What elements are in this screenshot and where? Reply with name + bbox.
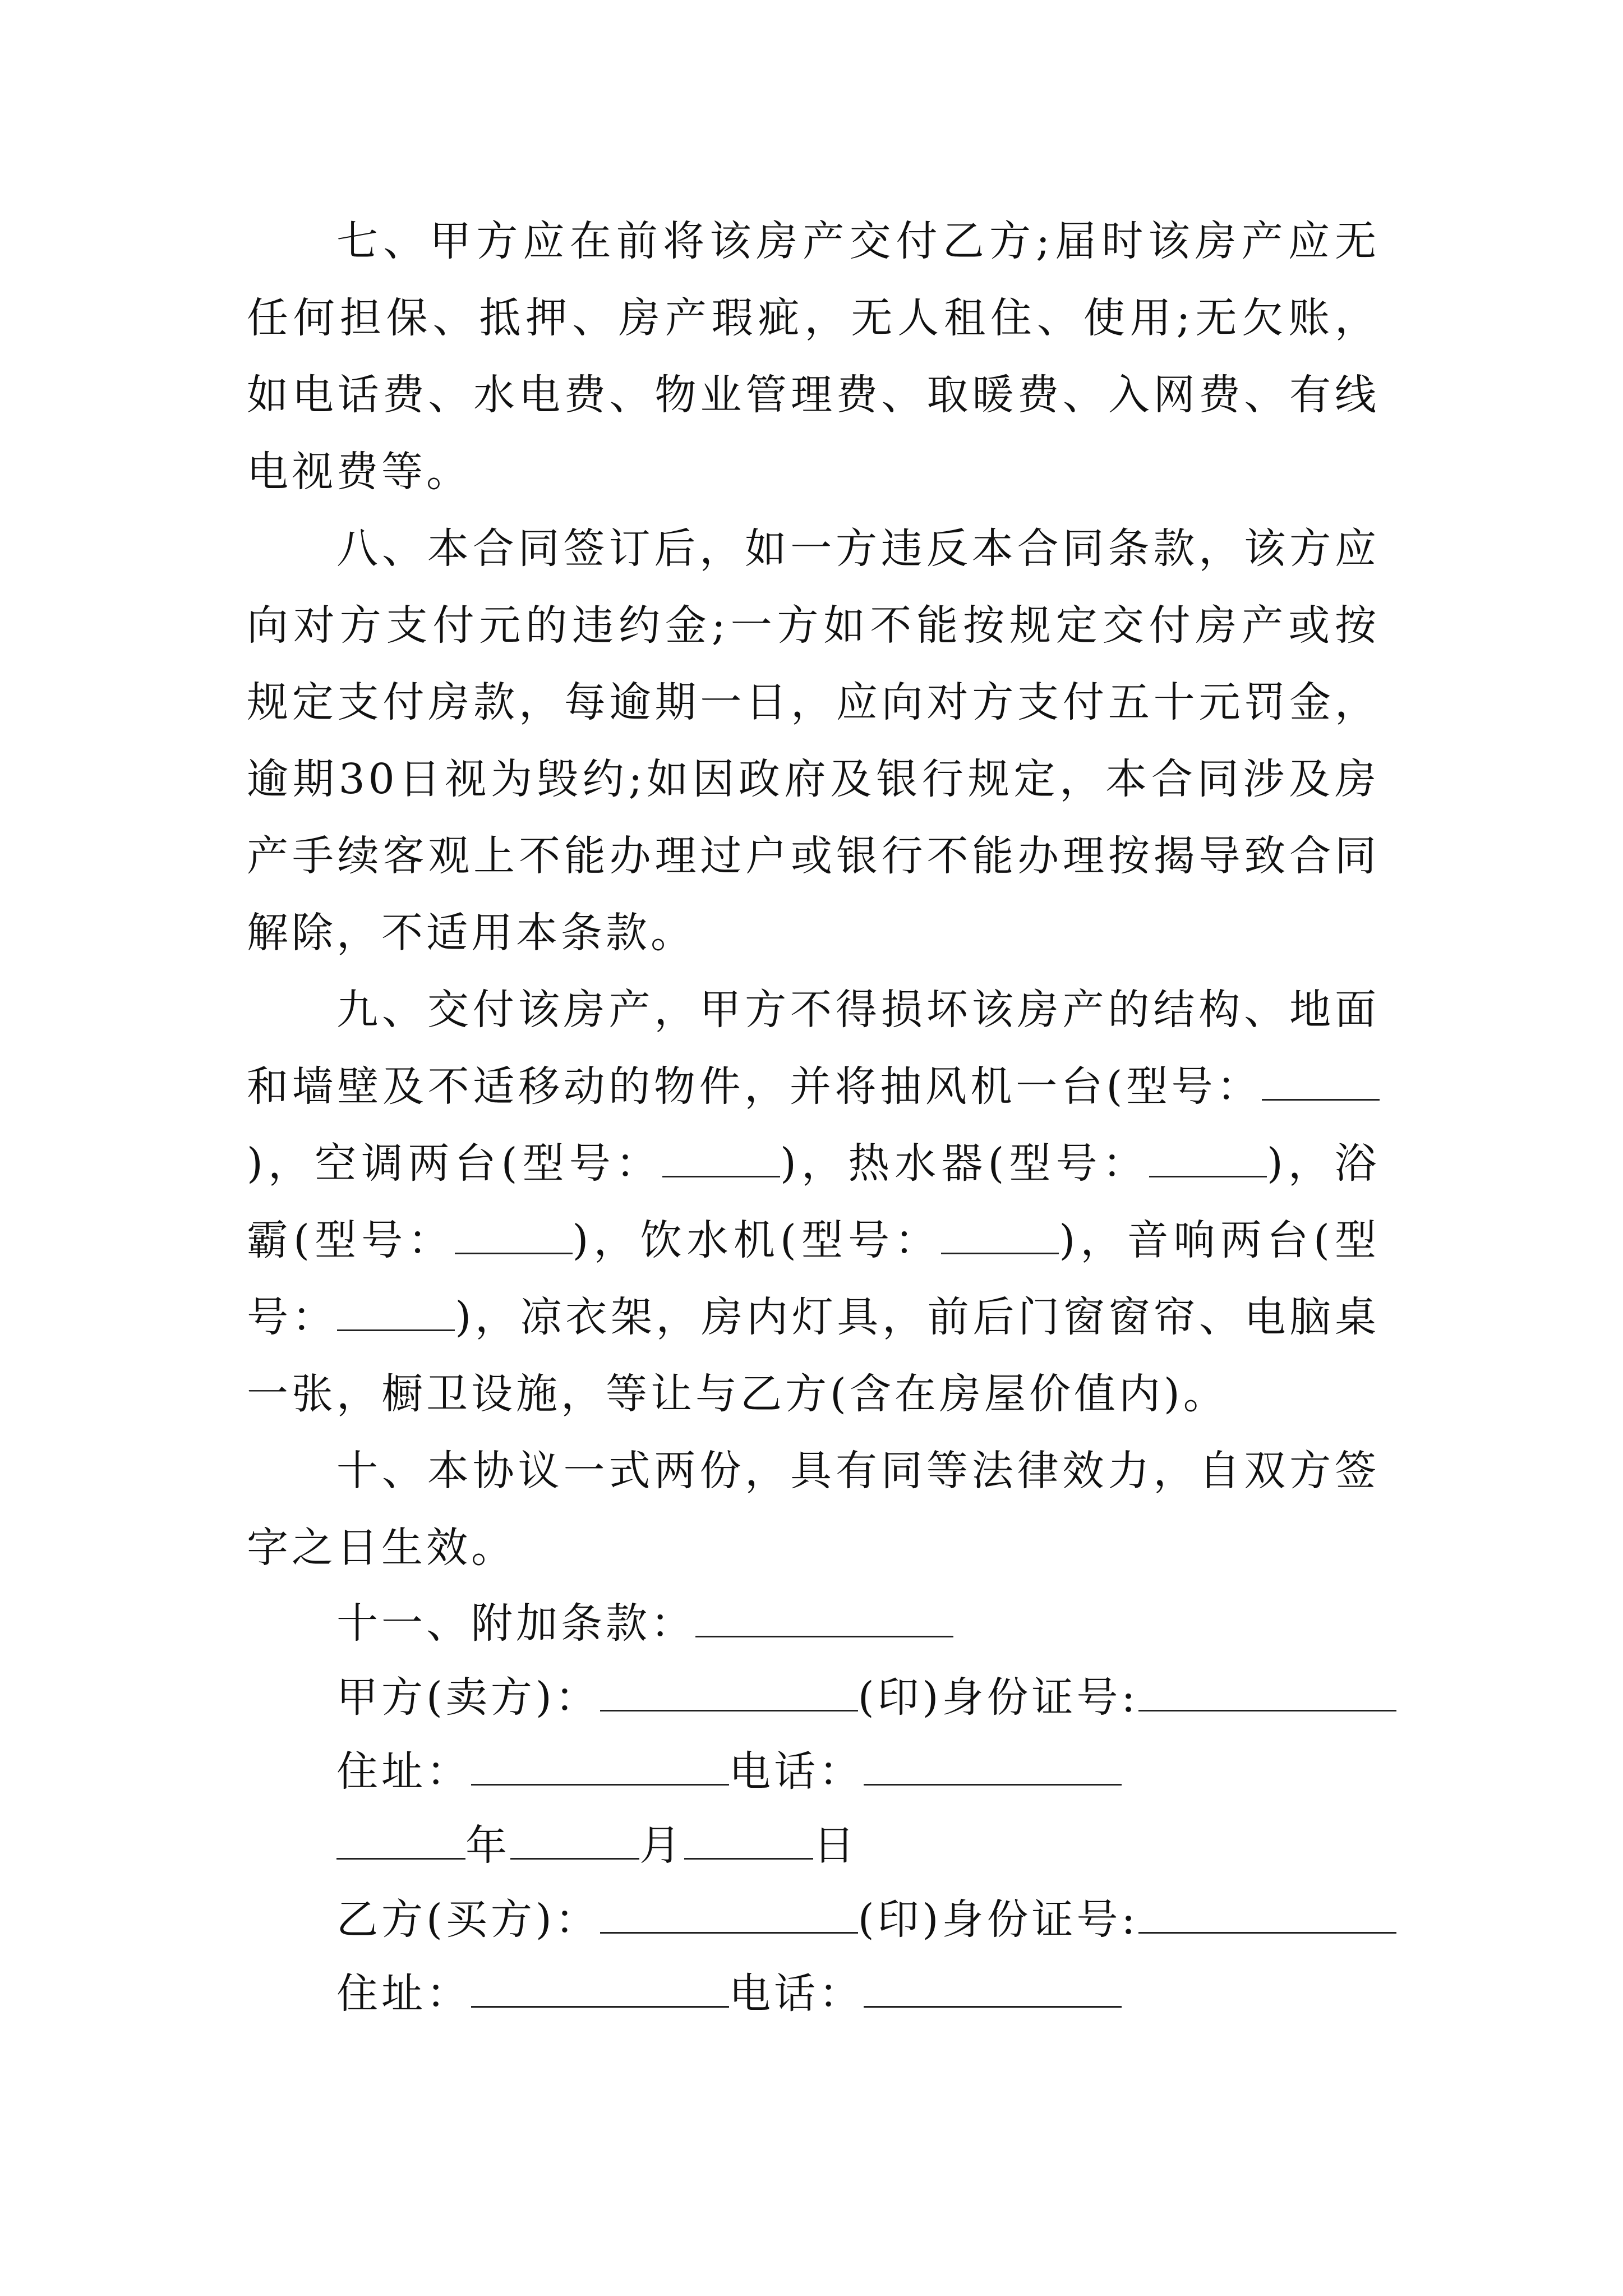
clause-nine <box>247 972 1380 1433</box>
clause-seven: 七、甲方应在前将该房产交付乙方;届时该房产应无任何担保、抵押、房产瑕疵，无人租住、使用;无欠账，如电话费、水电费、物业管理费、取暖费、入网费、有线电视费等。 <box>247 217 1380 496</box>
party-b-line <box>247 1883 1380 1957</box>
clause-eight: 八、本合同签订后，如一方违反本合同条款，该方应向对方支付元的违约金;一方如不能按规定交付房产或按规定支付房款，每逾期一日，应向对方支付五十元罚金，逾期30日视为毁约;如因政府及银行规定，本合同涉及房产手续客观上不能办理过户或银行不能办理按揭导致合同解除，不适用本条款。 <box>247 524 1380 957</box>
fan-model-blank <box>1262 1057 1380 1101</box>
speaker-model-blank <box>337 1288 455 1331</box>
month-blank <box>510 1816 639 1860</box>
water-dispenser-model-blank <box>941 1211 1059 1254</box>
clause-nine-part-7: )，凉衣架，房内灯具，前后门窗窗帘、电脑桌一张，橱卫设施，等让与乙方(含在房屋价值内)。 <box>247 1293 1380 1418</box>
clause-nine-part-4: )，浴霸(型号： <box>247 1139 1380 1264</box>
bath-heater-model-blank <box>455 1211 573 1254</box>
additional-terms-line <box>247 1586 1380 1660</box>
party-a-contact-line <box>247 1734 1380 1809</box>
day-label: 日 <box>813 1821 858 1870</box>
date-line <box>247 1809 1380 1883</box>
day-blank <box>684 1816 813 1860</box>
year-label: 年 <box>465 1821 510 1870</box>
party-b-label: 乙方(买方)： <box>336 1895 600 1944</box>
year-blank <box>336 1816 465 1860</box>
party-b-address-blank <box>471 1964 729 2008</box>
party-a-phone-blank <box>864 1742 1122 1786</box>
party-b-phone-label: 电话： <box>729 1970 864 2018</box>
ac-model-blank <box>662 1134 780 1177</box>
clause-nine-part-6: )，音响两台(型号： <box>247 1216 1380 1341</box>
party-b-contact-line <box>247 1957 1380 2031</box>
contract-body <box>247 203 1380 2031</box>
additional-terms-blank <box>695 1594 953 1637</box>
party-a-name-blank <box>600 1668 858 1711</box>
party-a-address-label: 住址： <box>336 1747 471 1796</box>
clause-nine-part-2: )，空调两台(型号： <box>247 1139 662 1188</box>
water-heater-model-blank <box>1149 1134 1267 1177</box>
party-b-id-blank <box>1138 1890 1396 1934</box>
party-b-seal-id-label: (印)身份证号: <box>857 1895 1139 1944</box>
month-label: 月 <box>639 1821 684 1870</box>
party-b-address-label: 住址： <box>336 1970 471 2018</box>
party-a-line <box>247 1660 1380 1734</box>
clause-nine-part-5: )，饮水机(型号： <box>572 1216 942 1264</box>
party-a-phone-label: 电话： <box>729 1747 864 1796</box>
clause-ten: 十、本协议一式两份，具有同等法律效力，自双方签字之日生效。 <box>247 1447 1380 1572</box>
clause-nine-part-3: )，热水器(型号： <box>780 1139 1149 1188</box>
party-b-name-blank <box>600 1890 858 1934</box>
party-a-seal-id-label: (印)身份证号: <box>857 1673 1139 1722</box>
party-a-id-blank <box>1138 1668 1396 1711</box>
party-a-address-blank <box>471 1742 729 1786</box>
party-a-label: 甲方(卖方)： <box>336 1673 600 1722</box>
party-b-phone-blank <box>864 1964 1122 2008</box>
additional-terms-label: 十一、附加条款： <box>336 1599 695 1648</box>
clause-nine-part-1: 九、交付该房产，甲方不得损坏该房产的结构、地面和墙壁及不适移动的物件，并将抽风机一台(型号： <box>247 986 1380 1111</box>
